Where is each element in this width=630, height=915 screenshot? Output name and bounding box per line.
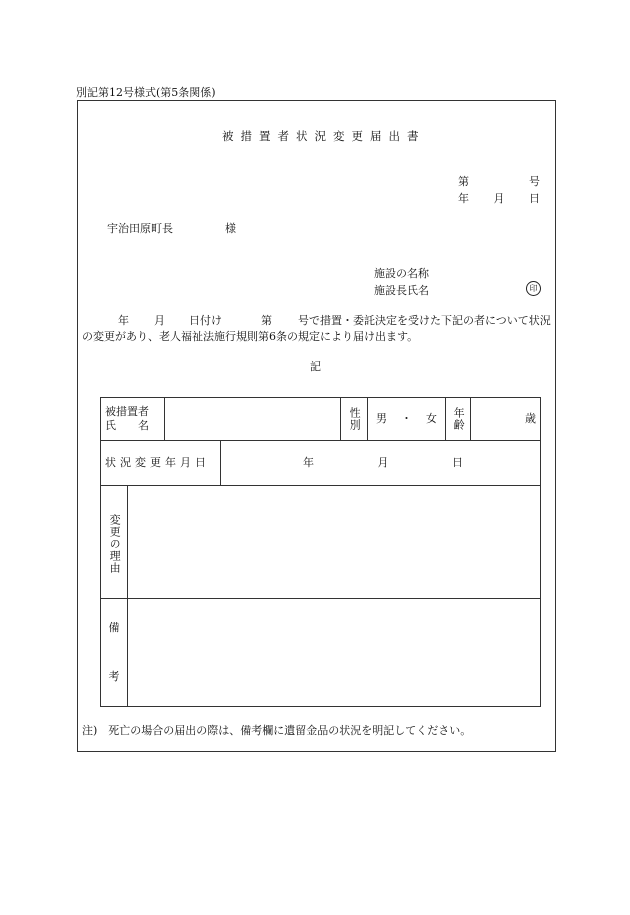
change-date-month: 月 [377,455,389,469]
details-table [100,397,541,707]
body-line1-text: 号で措置・委託決定を受けた下記の者について状況 [298,314,551,327]
change-date-label: 状況変更年月日 [105,455,210,469]
sex-separator: ・ [401,411,412,425]
reason-label-cell [101,486,128,599]
change-date-year: 年 [303,455,314,469]
age-unit: 歳 [525,411,536,425]
person-label-1: 被措置者 [105,404,149,418]
person-name-field[interactable] [165,398,341,441]
age-label-cell [446,398,471,441]
seal-icon: 印 [526,281,541,296]
sex-options-cell[interactable] [368,398,446,441]
age-label: 年齢 [452,407,466,431]
body-dated: 日付け [189,314,222,327]
document-title: 被措置者状況変更届出書 [222,129,426,143]
addressee-name: 宇治田原町長 [107,222,173,235]
document-date-line [458,190,540,206]
addressee-honorific: 様 [225,222,236,235]
remarks-row [101,599,541,707]
sex-label-cell [341,398,368,441]
remarks-label-2: 考 [108,669,120,683]
ki-heading: 記 [310,360,321,373]
person-label-cell [101,398,165,441]
reason-label: 変更の理由 [108,514,122,574]
change-date-day: 日 [452,455,463,469]
sex-male-option[interactable]: 男 [376,411,387,425]
sex-female-option[interactable]: 女 [426,411,437,425]
seal-mark [526,281,541,296]
person-row [101,398,541,441]
date-day: 日 [529,192,540,205]
facility-head-label: 施設長氏名 [374,284,429,297]
sex-label: 性別 [348,407,362,431]
body-number: 第 [261,314,272,327]
document-number-line [458,173,540,189]
change-date-label-cell [101,441,221,486]
number-prefix: 第 [458,175,469,188]
body-year: 年 [118,314,129,327]
remarks-label-cell [101,599,128,707]
change-date-field[interactable] [221,441,541,486]
reason-field[interactable] [128,486,541,599]
body-month: 月 [154,314,165,327]
person-label-2: 氏 名 [105,419,149,432]
remarks-label-1: 備 [108,621,120,635]
date-month: 月 [493,192,505,205]
facility-name-label: 施設の名称 [374,267,429,280]
date-year: 年 [458,192,469,205]
number-suffix: 号 [529,175,540,188]
remarks-field[interactable] [128,599,541,707]
age-field[interactable] [471,398,541,441]
reason-row [101,486,541,599]
footnote: 注) 死亡の場合の届出の際は、備考欄に遺留金品の状況を明記してください。 [82,724,472,737]
body-line2-text: の変更があり、老人福祉法施行規則第6条の規定により届け出ます。 [82,330,419,343]
change-date-row [101,441,541,486]
form-number-label: 別記第12号様式(第5条関係) [76,86,216,99]
